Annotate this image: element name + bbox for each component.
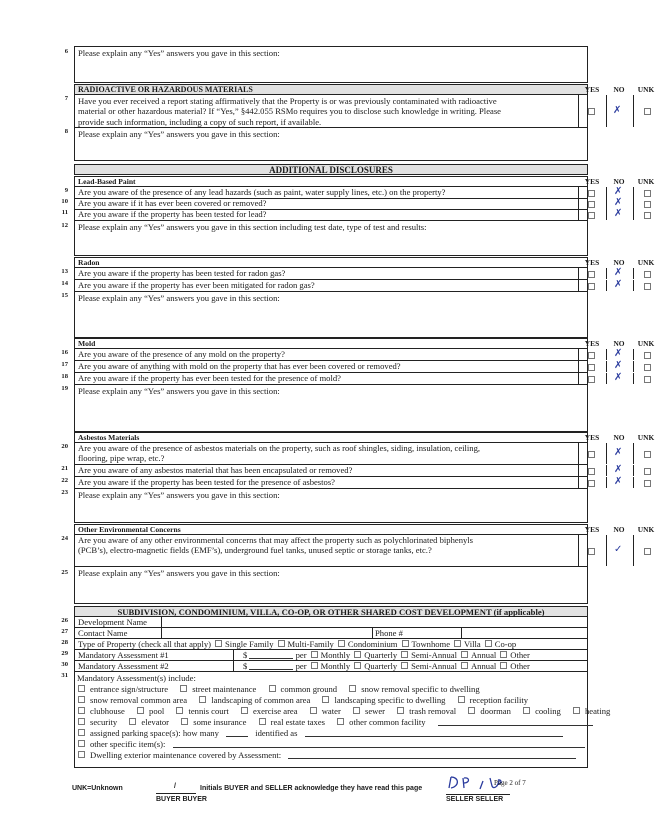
col-no: NO [613, 525, 625, 534]
unk-checkbox[interactable] [644, 190, 651, 197]
no-checkmark-icon[interactable]: ✗ [614, 186, 623, 197]
line-number: 16 [61, 349, 68, 356]
question-text: Are you aware of any asbestos material that has been encapsulated or removed? [78, 465, 353, 475]
line-number: 10 [61, 198, 68, 205]
question-text: Are you aware of any other environmental concerns that may affect the property such as polychlorinated biphenyls (PCB’s), electro-magnetic fields (EMF’s), underground fuel tanks, unused septic or storage tanks, etc.? [78, 535, 474, 556]
amenity-checkbox[interactable] [199, 696, 206, 703]
unk-checkbox[interactable] [644, 212, 651, 219]
amenity-checkbox[interactable] [78, 707, 85, 714]
other-checkbox[interactable] [500, 662, 507, 669]
section-title: Radon [78, 258, 100, 267]
amenity-label: doorman [480, 706, 511, 716]
monthly-checkbox[interactable] [311, 662, 318, 669]
seller-initials-field[interactable] [446, 787, 510, 795]
unk-checkbox[interactable] [644, 283, 651, 290]
line-number: 13 [61, 268, 68, 275]
amenity-label: exercise area [252, 706, 298, 716]
line-number: 15 [61, 292, 68, 299]
col-yes: YES [584, 258, 600, 267]
question-row-18 [74, 372, 623, 385]
type-of-property-line [78, 639, 516, 649]
yes-checkbox[interactable] [588, 190, 595, 197]
yes-checkbox[interactable] [588, 283, 595, 290]
condominium-checkbox[interactable] [338, 640, 345, 647]
no-checkmark-icon[interactable]: ✗ [613, 105, 622, 116]
line-number: 12 [61, 222, 68, 229]
amenity-checkbox[interactable] [322, 696, 329, 703]
question-row-14 [74, 279, 623, 292]
option-label: Single Family [225, 639, 274, 649]
section-title: Lead-Based Paint [78, 177, 136, 186]
per-label: per [295, 650, 307, 660]
question-row-22 [74, 476, 623, 489]
annual-checkbox[interactable] [461, 662, 468, 669]
line-number: 18 [61, 373, 68, 380]
single-family-checkbox[interactable] [215, 640, 222, 647]
amenity-checkbox[interactable] [137, 707, 144, 714]
col-unk: UNK [637, 258, 655, 267]
col-no: NO [613, 433, 625, 442]
option-label: Monthly [320, 650, 351, 660]
section-title: Asbestos Materials [78, 433, 140, 442]
amenity-label: pool [149, 706, 165, 716]
amenity-label: entrance sign/structure [90, 684, 169, 694]
assessment-2-row [74, 661, 588, 672]
explain-label: Please explain any “Yes” answers you gave in this section: [78, 490, 280, 500]
col-unk: UNK [637, 525, 655, 534]
line-number: 22 [61, 477, 68, 484]
amount-input[interactable] [249, 658, 293, 659]
quarterly-checkbox[interactable] [354, 651, 361, 658]
line-number: 20 [61, 443, 68, 450]
amenity-checkbox[interactable] [181, 718, 188, 725]
development-name-label: Development Name [78, 617, 147, 627]
line-number: 11 [61, 209, 68, 216]
line-number: 29 [61, 650, 68, 657]
assessment-label: Mandatory Assessment #2 [78, 661, 169, 671]
option-label: Other [510, 661, 530, 671]
buyer-labels: BUYER BUYER [156, 796, 207, 803]
explain-box-6[interactable] [74, 46, 588, 83]
amenity-label: some insurance [193, 717, 247, 727]
dwelling-label: Dwelling exterior maintenance covered by Assessment: [90, 750, 282, 760]
amenity-checkbox[interactable] [468, 707, 475, 714]
explain-box-8[interactable] [74, 128, 588, 161]
section-title: Mold [78, 339, 96, 348]
amenity-label: reception facility [469, 695, 529, 705]
col-unk: UNK [637, 339, 655, 348]
other-items-input[interactable] [173, 747, 585, 748]
option-label: Semi-Annual [411, 661, 457, 671]
line-number: 27 [61, 628, 68, 635]
amenity-label: trash removal [409, 706, 457, 716]
line-number: 21 [61, 465, 68, 472]
col-yes: YES [584, 177, 600, 186]
amenity-label: common ground [280, 684, 338, 694]
subdivision-header: SUBDIVISION, CONDOMINIUM, VILLA, CO-OP, OR OTHER SHARED COST DEVELOPMENT (if applicable) [74, 606, 588, 617]
explain-label: Please explain any “Yes” answers you gave in this section including test date, type of test and results: [78, 222, 427, 232]
amenity-label: snow removal common area [90, 695, 188, 705]
explain-box-19[interactable] [74, 385, 588, 432]
no-checkmark-icon[interactable]: ✗ [614, 464, 623, 475]
explain-box-25[interactable] [74, 567, 588, 604]
amenity-label: elevator [141, 717, 170, 727]
asbestos-header [74, 432, 655, 443]
option-label: Other [510, 650, 530, 660]
amenity-label: tennis court [188, 706, 229, 716]
amenity-line-3 [78, 706, 620, 717]
line-number: 8 [64, 128, 68, 135]
buyer-initials-field[interactable] [156, 785, 196, 794]
col-unk: UNK [637, 85, 655, 94]
radon-header [74, 257, 655, 268]
line-number: 7 [64, 95, 68, 102]
amenity-label: landscaping specific to dwelling [334, 695, 446, 705]
unk-checkbox[interactable] [644, 451, 651, 458]
no-checkmark-icon[interactable]: ✗ [614, 197, 623, 208]
amenity-label: heating [585, 706, 611, 716]
col-unk: UNK [637, 177, 655, 186]
co-op-checkbox[interactable] [485, 640, 492, 647]
identified-as-label: identified as [255, 728, 298, 738]
amenity-checkbox[interactable] [241, 707, 248, 714]
unk-checkbox[interactable] [644, 468, 651, 475]
question-row-20 [74, 443, 623, 465]
radioactive-header [74, 84, 655, 95]
dwelling-line [78, 750, 581, 761]
question-text: Are you aware if the property has been tested for radon gas? [78, 268, 286, 278]
no-checkmark-icon[interactable]: ✗ [614, 279, 623, 290]
amenity-label: real estate taxes [270, 717, 325, 727]
yes-checkbox[interactable] [588, 352, 595, 359]
question-text: Are you aware if the property has ever been mitigated for radon gas? [78, 280, 315, 290]
question-text: Are you aware if the property has been tested for the presence of asbestos? [78, 477, 335, 487]
no-checkmark-icon[interactable]: ✗ [614, 348, 623, 359]
line-number: 19 [61, 385, 68, 392]
dollar-sign: $ [243, 650, 248, 660]
question-text: Are you aware of anything with mold on the property that has ever been covered or removed? [78, 361, 401, 371]
option-label: Condominium [347, 639, 398, 649]
no-checkmark-icon[interactable]: ✗ [614, 267, 623, 278]
question-text: Are you aware of the presence of any lead hazards (such as paint, water supply lines, etc.) on the property? [78, 187, 446, 197]
amenity-checkbox[interactable] [310, 707, 317, 714]
type-of-property-row [74, 639, 588, 650]
yes-checkbox[interactable] [588, 376, 595, 383]
option-label: Quarterly [364, 661, 398, 671]
explain-box-15[interactable] [74, 292, 588, 338]
other-environmental-header [74, 524, 655, 535]
amenity-checkbox[interactable] [176, 707, 183, 714]
option-label: Villa [464, 639, 481, 649]
no-checkmark-icon[interactable]: ✗ [614, 372, 623, 383]
unk-checkbox[interactable] [644, 201, 651, 208]
explain-label: Please explain any “Yes” answers you gave in this section: [78, 568, 280, 578]
amenity-line-2 [78, 695, 538, 706]
question-row-17 [74, 360, 623, 373]
col-unk: UNK [637, 433, 655, 442]
explain-box-12[interactable] [74, 221, 588, 256]
question-row-21 [74, 464, 623, 477]
question-row-13 [74, 267, 623, 280]
yes-checkbox[interactable] [588, 364, 595, 371]
amenity-checkbox[interactable] [573, 707, 580, 714]
unk-legend: UNK=Unknown [72, 785, 123, 792]
line-number: 14 [61, 280, 68, 287]
amenity-label: snow removal specific to dwelling [361, 684, 480, 694]
dollar-sign: $ [243, 661, 248, 671]
mold-header [74, 338, 655, 349]
monthly-checkbox[interactable] [311, 651, 318, 658]
other-items-label: other specific item(s): [90, 739, 166, 749]
unk-checkbox[interactable] [644, 480, 651, 487]
section-title: RADIOACTIVE OR HAZARDOUS MATERIALS [78, 85, 253, 94]
parking-line [78, 728, 568, 739]
semi-annual-checkbox[interactable] [401, 651, 408, 658]
amenity-label: sewer [364, 706, 386, 716]
explain-label: Please explain any “Yes” answers you gave in this section: [78, 48, 280, 58]
question-text: Are you aware if the property has been tested for lead? [78, 209, 267, 219]
line-number: 25 [61, 569, 68, 576]
townhome-checkbox[interactable] [402, 640, 409, 647]
amenity-line-1 [78, 684, 490, 695]
question-row-24 [74, 535, 623, 567]
question-text: Are you aware if the property has ever been tested for the presence of mold? [78, 373, 341, 383]
other-items-checkbox[interactable] [78, 740, 85, 747]
line-number: 30 [61, 661, 68, 668]
amenity-label: landscaping of common area [211, 695, 311, 705]
line-number: 26 [61, 617, 68, 624]
multi-family-checkbox[interactable] [278, 640, 285, 647]
per-label: per [295, 661, 307, 671]
amenity-checkbox[interactable] [397, 707, 404, 714]
amount-input[interactable] [249, 669, 293, 670]
semi-annual-checkbox[interactable] [401, 662, 408, 669]
option-label: Semi-Annual [411, 650, 457, 660]
yes-checkbox[interactable] [588, 548, 595, 555]
col-yes: YES [584, 339, 600, 348]
unk-checkbox[interactable] [644, 108, 651, 115]
question-row-7 [74, 95, 622, 128]
amenity-checkbox[interactable] [523, 707, 530, 714]
other-items-line [78, 739, 590, 750]
unk-checkbox[interactable] [644, 271, 651, 278]
line-number: 28 [61, 639, 68, 646]
amenity-label: street maintenance [192, 684, 257, 694]
explain-label: Please explain any “Yes” answers you gave in this section: [78, 293, 280, 303]
assessment-1-row [74, 650, 588, 661]
no-checkmark-icon[interactable]: ✗ [614, 447, 623, 458]
option-label: Annual [470, 661, 497, 671]
col-no: NO [613, 258, 625, 267]
assessment-includes-label: Mandatory Assessment(s) include: [77, 673, 196, 683]
additional-disclosures-header: ADDITIONAL DISCLOSURES [74, 164, 588, 175]
villa-checkbox[interactable] [454, 640, 461, 647]
annual-checkbox[interactable] [461, 651, 468, 658]
explain-box-23[interactable] [74, 489, 588, 523]
question-text: Are you aware of the presence of asbestos materials on the property, such as roof shingles, siding, insulation, ceiling, flooring, pipe wrap, etc.? [78, 443, 481, 464]
col-no: NO [613, 177, 625, 186]
assessment-amount [243, 661, 530, 671]
lead-header [74, 176, 655, 187]
contact-name-label: Contact Name [78, 628, 128, 638]
question-text: Are you aware if it has ever been covered or removed? [78, 198, 267, 208]
yes-checkbox[interactable] [588, 201, 595, 208]
no-checkmark-icon[interactable]: ✗ [614, 208, 623, 219]
initials-acknowledgement: Initials BUYER and SELLER acknowledge they have read this page [200, 785, 423, 792]
parking-label: assigned parking space(s): how many [90, 728, 219, 738]
col-yes: YES [584, 85, 600, 94]
col-yes: YES [584, 525, 600, 534]
yes-checkbox[interactable] [588, 468, 595, 475]
unk-checkbox[interactable] [644, 364, 651, 371]
question-text: Are you aware of the presence of any mold on the property? [78, 349, 285, 359]
amenity-line-4 [78, 717, 598, 728]
yes-checkbox[interactable] [588, 480, 595, 487]
col-no: NO [613, 339, 625, 348]
option-label: Quarterly [364, 650, 398, 660]
other-facility-input[interactable] [438, 725, 593, 726]
unk-checkbox[interactable] [644, 548, 651, 555]
page-number: Page 2 of 7 [494, 779, 526, 787]
option-label: Townhome [411, 639, 451, 649]
amenity-checkbox[interactable] [349, 685, 356, 692]
unk-checkbox[interactable] [644, 352, 651, 359]
amenity-label: security [90, 717, 118, 727]
quarterly-checkbox[interactable] [354, 662, 361, 669]
option-label: Annual [470, 650, 497, 660]
assessment-label: Mandatory Assessment #1 [78, 650, 169, 660]
yes-checkbox[interactable] [588, 271, 595, 278]
amenity-label: cooling [535, 706, 561, 716]
amenity-checkbox[interactable] [78, 696, 85, 703]
section-title: Other Environmental Concerns [78, 525, 181, 534]
unk-checkbox[interactable] [644, 376, 651, 383]
no-checkmark-icon[interactable]: ✓ [614, 544, 623, 555]
amenity-checkbox[interactable] [458, 696, 465, 703]
explain-label: Please explain any “Yes” answers you gave in this section: [78, 129, 280, 139]
explain-label: Please explain any “Yes” answers you gave in this section: [78, 386, 280, 396]
parking-checkbox[interactable] [78, 729, 85, 736]
line-number: 31 [61, 672, 68, 679]
amenity-label: clubhouse [90, 706, 125, 716]
yes-checkbox[interactable] [588, 451, 595, 458]
amenity-checkbox[interactable] [129, 718, 136, 725]
yes-checkbox[interactable] [588, 108, 595, 115]
amenity-checkbox[interactable] [78, 685, 85, 692]
amenity-checkbox[interactable] [269, 685, 276, 692]
option-label: Multi-Family [287, 639, 334, 649]
line-number: 24 [61, 535, 68, 542]
other-checkbox[interactable] [500, 651, 507, 658]
phone-label: Phone # [375, 628, 403, 638]
line-number: 9 [64, 187, 68, 194]
amenity-label: water [321, 706, 341, 716]
parking-count-input[interactable] [226, 736, 248, 737]
amenity-checkbox[interactable] [353, 707, 360, 714]
option-label: Monthly [320, 661, 351, 671]
col-no: NO [613, 85, 625, 94]
question-row-11 [74, 208, 623, 221]
slash: / [174, 783, 176, 790]
line-number: 23 [61, 489, 68, 496]
line-number: 6 [64, 48, 68, 55]
no-checkmark-icon[interactable]: ✗ [614, 476, 623, 487]
amenity-checkbox[interactable] [180, 685, 187, 692]
question-row-16 [74, 348, 623, 361]
yes-checkbox[interactable] [588, 212, 595, 219]
col-yes: YES [584, 433, 600, 442]
option-label: Co-op [494, 639, 517, 649]
dwelling-input[interactable] [288, 758, 576, 759]
identified-as-input[interactable] [305, 736, 563, 737]
amenity-checkbox[interactable] [259, 718, 266, 725]
no-checkmark-icon[interactable]: ✗ [614, 360, 623, 371]
seller-labels: SELLER SELLER [446, 796, 504, 803]
question-text: Have you ever received a report stating affirmatively that the Property is or was previously contaminated with radioactive material or other hazardous material? If “Yes,” §442.055 RSMo requires you to disclose such knowledge in writing. Please provide such information, including a copy of such report, if available. [78, 96, 501, 127]
type-of-property-label: Type of Property (check all that apply) [78, 639, 212, 649]
line-number: 17 [61, 361, 68, 368]
contact-name-row[interactable] [74, 628, 588, 639]
amenity-label: other common facility [349, 717, 426, 727]
amenity-checkbox[interactable] [78, 718, 85, 725]
assessment-amount [243, 650, 530, 660]
dwelling-checkbox[interactable] [78, 751, 85, 758]
development-name-row[interactable] [74, 617, 588, 628]
amenity-checkbox[interactable] [337, 718, 344, 725]
